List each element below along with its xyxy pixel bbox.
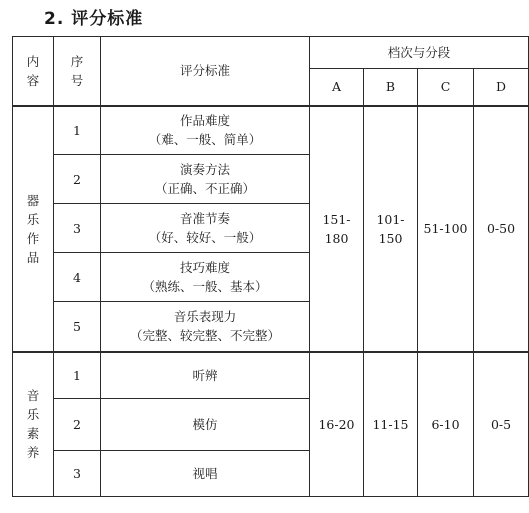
header-criteria: 评分标准 [101,37,310,106]
table-row [13,106,529,155]
criteria-title: 技巧难度 [179,260,230,275]
section1-name: 器乐作品 [13,106,54,352]
row-criteria [101,302,310,352]
header-grades: 档次与分段 [310,37,529,69]
header-seq: 序号 [54,37,101,106]
criteria-sub: （难、一般、简单） [148,132,262,148]
criteria-title: 演奏方法 [179,162,230,177]
scoring-table [12,36,529,497]
grade-label-d: D [474,69,529,106]
criteria-sub: （完整、较完整、不完整） [129,328,280,344]
grade-label-a: A [310,69,364,106]
row-criteria [101,106,310,155]
header-content: 内容 [13,37,54,106]
row-criteria: 听辨 [101,352,310,399]
section2-score-c: 6-10 [418,352,474,497]
row-seq: 1 [54,106,101,155]
row-seq: 5 [54,302,101,352]
section2-name: 音乐素养 [13,352,54,497]
section2-score-a: 16-20 [310,352,364,497]
section1-score-d: 0-50 [474,106,529,352]
row-seq: 3 [54,204,101,253]
row-seq: 3 [54,451,101,497]
row-seq: 2 [54,399,101,451]
row-criteria: 模仿 [101,399,310,451]
section2-score-d: 0-5 [474,352,529,497]
criteria-title: 音乐表现力 [173,309,237,325]
row-criteria [101,204,310,253]
row-seq: 1 [54,352,101,399]
table-row [13,352,529,399]
row-seq: 4 [54,253,101,302]
section1-score-b: 101- 150 [364,106,418,352]
row-criteria [101,155,310,204]
grade-label-b: B [364,69,418,106]
row-seq: 2 [54,155,101,204]
header-row [13,37,529,69]
criteria-title: 音准节奏 [179,211,230,226]
section1-score-a: 151- 180 [310,106,364,352]
section1-score-c: 51-100 [418,106,474,352]
criteria-sub: （好、较好、一般） [148,230,262,245]
criteria-sub: （熟练、一般、基本） [142,279,268,294]
row-criteria [101,253,310,302]
section-heading: 2. 评分标准 [44,9,144,29]
criteria-title: 作品难度 [179,113,230,129]
section2-score-b: 11-15 [364,352,418,497]
grade-label-c: C [418,69,474,106]
criteria-sub: （正确、不正确） [154,181,255,196]
row-criteria: 视唱 [101,451,310,497]
